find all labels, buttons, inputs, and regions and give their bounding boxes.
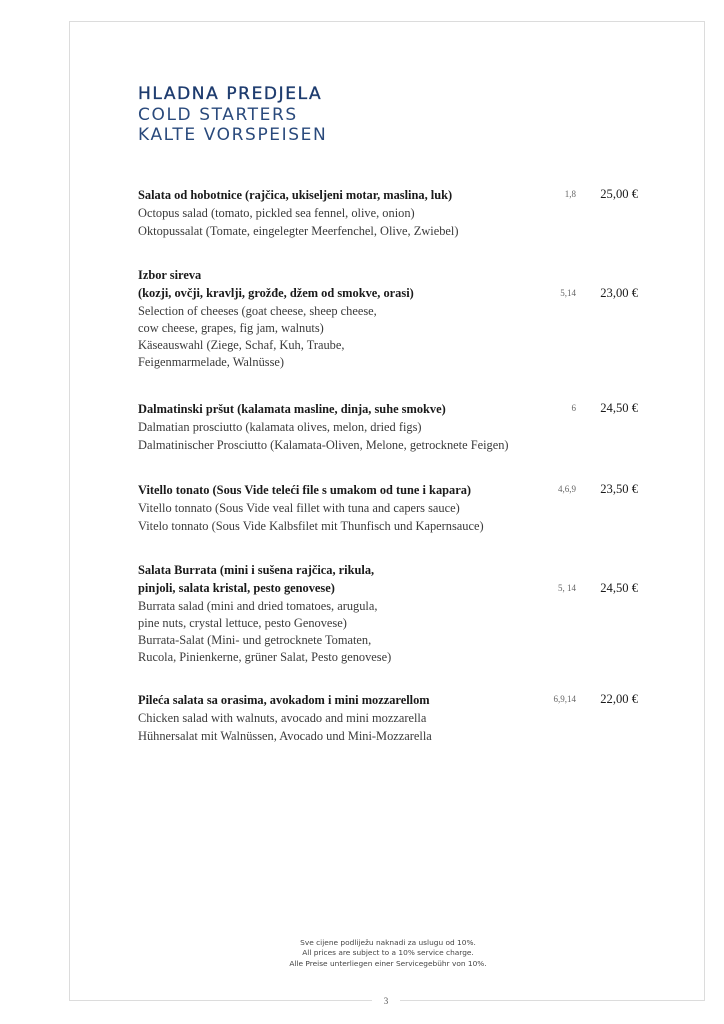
item-name-en: Chicken salad with walnuts, avocado and mini mozzarella: [138, 711, 427, 725]
item-name-hr: Vitello tonato (Sous Vide teleći file s umakom od tune i kapara): [138, 483, 472, 497]
item-name-en-continued: cow cheese, grapes, fig jam, walnuts): [138, 320, 324, 335]
item-name-hr: Salata od hobotnice (rajčica, ukiseljeni motar, maslina, luk): [138, 188, 453, 202]
item-price: 24,50 €: [600, 581, 638, 595]
item-price: 22,00 €: [600, 692, 638, 706]
item-price: 25,00 €: [600, 187, 638, 201]
allergen-codes: 5,14: [560, 288, 576, 298]
item-price: 23,50 €: [600, 482, 638, 496]
item-name-en-continued: pine nuts, crystal lettuce, pesto Genovese): [138, 615, 347, 630]
item-name-hr: Izbor sireva: [138, 268, 202, 282]
menu-item-octopus-salad: [138, 186, 638, 239]
item-name-de-continued: Rucola, Pinienkerne, grüner Salat, Pesto genovese): [138, 649, 392, 664]
heading-croatian: HLADNA PREDJELA: [138, 84, 323, 104]
item-name-de: Hühnersalat mit Walnüssen, Avocado und Mini-Mozzarella: [138, 728, 432, 743]
item-name-de: Dalmatinischer Prosciutto (Kalamata-Oliven, Melone, getrocknete Feigen): [138, 437, 509, 452]
menu-item-burrata-salad: [138, 561, 638, 665]
item-name-en: Vitello tonnato (Sous Vide veal fillet with tuna and capers sauce): [138, 501, 460, 515]
service-charge-note: [200, 938, 576, 969]
heading-german: KALTE VORSPEISEN: [138, 125, 328, 145]
item-name-de: Käseauswahl (Ziege, Schaf, Kuh, Traube,: [138, 338, 345, 352]
item-name-hr-continued: pinjoli, salata kristal, pesto genovese): [138, 581, 335, 595]
service-charge-hr: Sve cijene podliježu naknadi za uslugu od 10%.: [300, 938, 476, 947]
item-name-hr: Dalmatinski pršut (kalamata masline, dinja, suhe smokve): [138, 402, 446, 416]
allergen-codes: 4,6,9: [558, 484, 576, 494]
item-name-de: Oktopussalat (Tomate, eingelegter Meerfenchel, Olive, Zwiebel): [138, 223, 459, 238]
menu-item-vitello-tonnato: [138, 481, 638, 534]
page-number: 3: [372, 994, 400, 1008]
item-name-de: Vitelo tonnato (Sous Vide Kalbsfilet mit Thunfisch und Kapernsauce): [138, 518, 484, 533]
allergen-codes: 1,8: [564, 189, 576, 199]
item-price: 24,50 €: [600, 401, 638, 415]
item-name-en: Burrata salad (mini and dried tomatoes, arugula,: [138, 599, 378, 613]
allergen-codes: 6,9,14: [553, 694, 576, 704]
item-name-en: Dalmatian prosciutto (kalamata olives, melon, dried figs): [138, 420, 422, 434]
menu-item-cheese-selection: [138, 266, 638, 370]
item-name-hr: Pileća salata sa orasima, avokadom i mini mozzarellom: [138, 693, 430, 707]
item-name-de: Burrata-Salat (Mini- und getrocknete Tomaten,: [138, 633, 372, 647]
menu-item-chicken-salad: [138, 691, 638, 744]
item-name-hr: Salata Burrata (mini i sušena rajčica, rikula,: [138, 563, 375, 577]
heading-english: COLD STARTERS: [138, 104, 298, 125]
item-price: 23,00 €: [600, 286, 638, 300]
item-name-de-continued: Feigenmarmelade, Walnüsse): [138, 354, 285, 369]
allergen-codes: 6: [571, 403, 576, 413]
service-charge-de: Alle Preise unterliegen einer Servicegebühr von 10%.: [289, 958, 487, 968]
item-name-en: Octopus salad (tomato, pickled sea fennel, olive, onion): [138, 206, 415, 220]
item-name-en: Selection of cheeses (goat cheese, sheep cheese,: [138, 304, 377, 318]
item-name-hr-continued: (kozji, ovčji, kravlji, grožđe, džem od smokve, orasi): [138, 286, 414, 300]
service-charge-en: All prices are subject to a 10% service charge.: [302, 948, 474, 958]
section-heading: [138, 84, 327, 146]
allergen-codes: 5, 14: [558, 583, 576, 593]
menu-item-dalmatian-prosciutto: [138, 400, 638, 453]
